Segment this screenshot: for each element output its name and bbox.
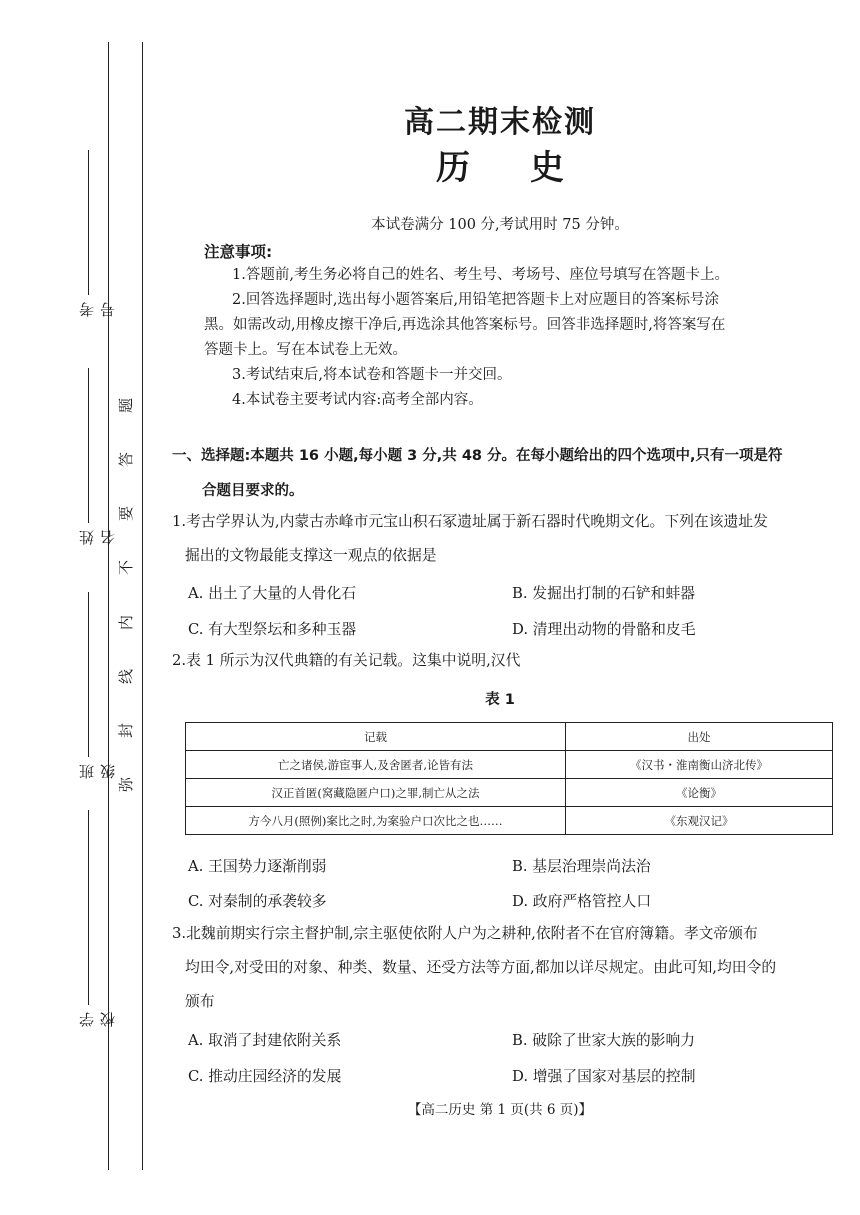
table-header: 出处 [566, 723, 833, 751]
exam-subject [160, 140, 840, 189]
seal-char: 题 [117, 397, 136, 414]
question-1-stem: 1.考古学界认为,内蒙古赤峰市元宝山积石冢遗址属于新石器时代晚期文化。下列在该遗址发 掘出的文物最能支撑这一观点的依据是 [172, 513, 768, 564]
table-row [186, 751, 833, 779]
seal-char: 内 [117, 614, 136, 630]
seal-char: 答 [117, 452, 136, 468]
seal-char: 弥 [117, 776, 136, 792]
seal-char: 不 [117, 560, 136, 576]
question-1-option-a[interactable]: A. 出土了大量的人骨化石 [188, 585, 357, 602]
note-item: 答题卡上。写在本试卷上无效。 [204, 342, 407, 358]
field-label: 姓名 [78, 528, 117, 545]
section-heading: 一、选择题:本题共 16 小题,每小题 3 分,共 48 分。在每小题给出的四个选项中,只有一项是符 合题目要求的。 [172, 448, 783, 499]
question-1-option-d[interactable]: D. 清理出动物的骨骼和皮毛 [512, 621, 696, 638]
subject-char: 历 [436, 148, 470, 188]
page-footer: 【高二历史 第 1 页(共 6 页)】 [407, 1102, 593, 1118]
table-header-row [186, 723, 833, 751]
question-3-option-d[interactable]: D. 增强了国家对基层的控制 [512, 1068, 696, 1085]
seal-warning [113, 395, 139, 795]
exam-meta: 本试卷满分 100 分,考试用时 75 分钟。 [371, 217, 629, 233]
question-3-stem: 3.北魏前期实行宗主督护制,宗主驱使依附人户为之耕种,依附者不在官府簿籍。孝文帝颁布 均田令,对受田的对象、种类、数量、还受方法等方面,都加以详尽规定。由此可知,均田令的 颁布 [172, 925, 777, 1010]
table-cell: 亡之诸侯,游宦事人,及舍匿者,论皆有法 [186, 751, 566, 779]
field-line [88, 592, 89, 757]
question-3-option-c[interactable]: C. 推动庄园经济的发展 [188, 1068, 342, 1085]
exam-title: 高二期末检测 [404, 105, 596, 140]
seal-char: 线 [117, 668, 136, 684]
note-item: 4.本试卷主要考试内容:高考全部内容。 [232, 392, 483, 408]
field-label: 班级 [78, 762, 117, 779]
table-header: 记载 [186, 723, 566, 751]
field-line [88, 810, 89, 1005]
question-3-option-b[interactable]: B. 破除了世家大族的影响力 [512, 1032, 696, 1049]
note-item: 1.答题前,考生务必将自己的姓名、考生号、考场号、座位号填写在答题卡上。 [232, 267, 729, 283]
question-2-option-b[interactable]: B. 基层治理崇尚法治 [512, 858, 651, 875]
table-cell: 方今八月(照例)案比之时,为案验户口次比之也…… [186, 807, 566, 835]
question-2-option-d[interactable]: D. 政府严格管控人口 [512, 893, 652, 910]
seal-char: 要 [117, 506, 136, 522]
question-2-stem: 2.表 1 所示为汉代典籍的有关记载。这集中说明,汉代 [172, 652, 521, 669]
binding-line-inner [142, 42, 143, 1170]
field-line [88, 150, 89, 295]
notes-heading: 注意事项: [204, 243, 273, 261]
question-2-option-c[interactable]: C. 对秦制的承袭较多 [188, 893, 327, 910]
binding-line-outer [108, 42, 109, 1170]
seal-char: 封 [117, 722, 136, 738]
records-table [185, 722, 833, 835]
table-cell: 《汉书・淮南衡山济北传》 [566, 751, 833, 779]
subject-char: 史 [530, 148, 564, 188]
question-1-option-c[interactable]: C. 有大型祭坛和多种玉器 [188, 621, 357, 638]
note-item: 3.考试结束后,将本试卷和答题卡一并交回。 [232, 367, 512, 383]
question-1-option-b[interactable]: B. 发掘出打制的石铲和蚌器 [512, 585, 696, 602]
question-3-option-a[interactable]: A. 取消了封建依附关系 [188, 1032, 342, 1049]
table-row [186, 807, 833, 835]
table-cell: 《东观汉记》 [566, 807, 833, 835]
field-line [88, 368, 89, 523]
question-2-option-a[interactable]: A. 王国势力逐渐削弱 [188, 858, 327, 875]
note-item: 黑。如需改动,用橡皮擦干净后,再选涂其他答案标号。回答非选择题时,将答案写在 [204, 317, 726, 333]
table-cell: 《论衡》 [566, 779, 833, 807]
field-label: 考号 [78, 300, 117, 317]
table-row [186, 779, 833, 807]
table-cell: 汉正首匿(窝藏隐匿户口)之罪,制亡从之法 [186, 779, 566, 807]
field-label: 学校 [78, 1010, 117, 1027]
table-caption: 表 1 [485, 692, 515, 708]
note-item: 2.回答选择题时,选出每小题答案后,用铅笔把答题卡上对应题目的答案标号涂 [232, 292, 720, 308]
